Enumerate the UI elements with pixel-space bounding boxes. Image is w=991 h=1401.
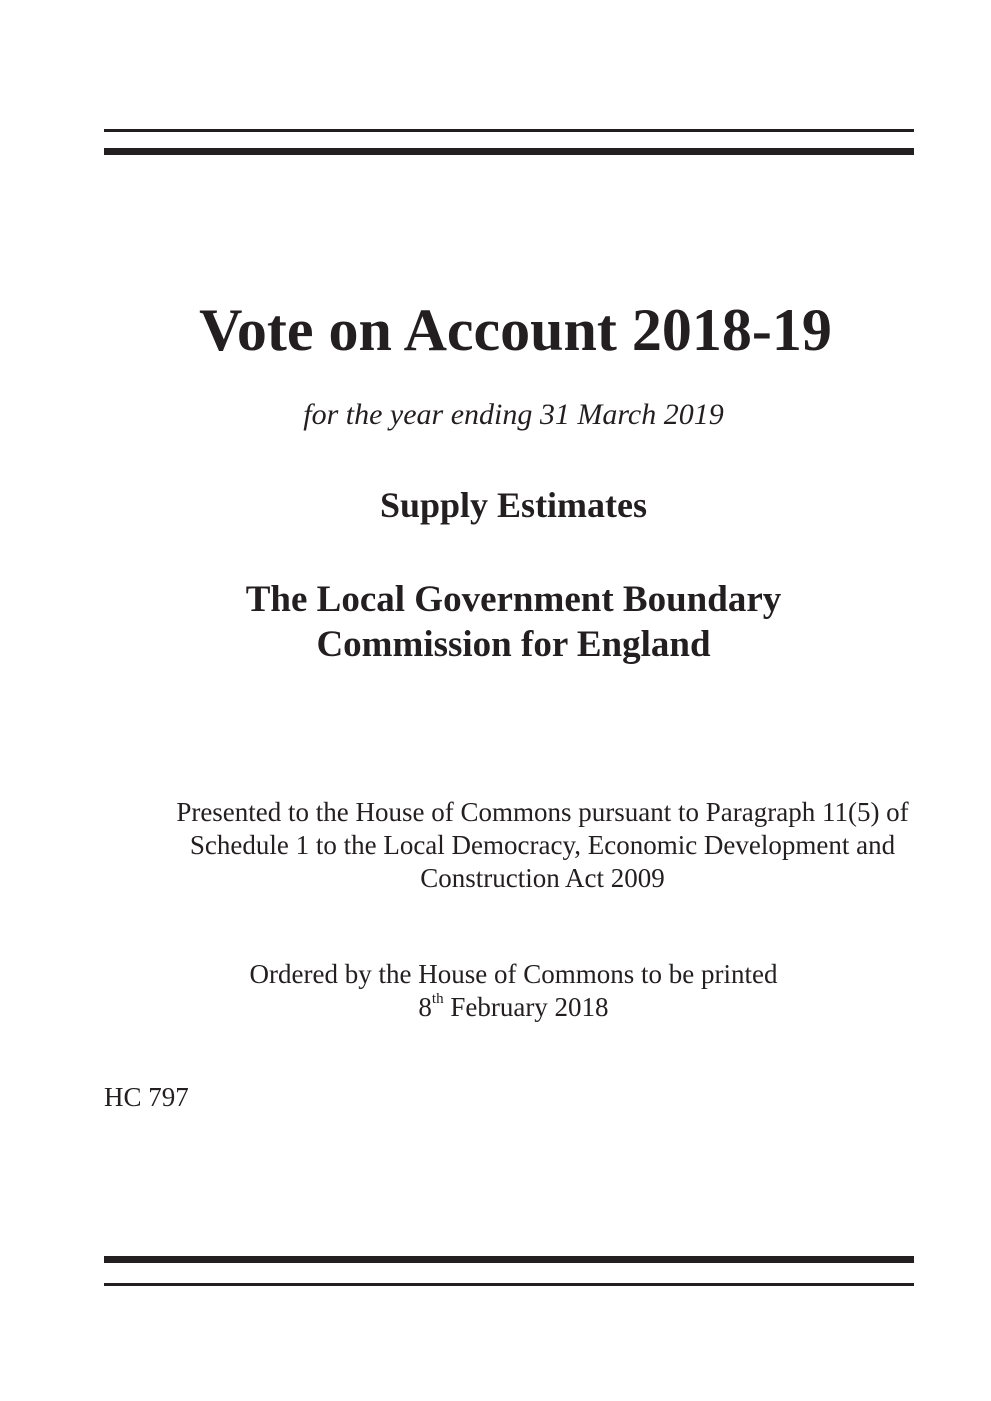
document-subtitle: for the year ending 31 March 2019 xyxy=(303,398,724,431)
top-thick-rule xyxy=(104,148,914,155)
hc-number: HC 797 xyxy=(104,1082,189,1112)
presented-line-1: Presented to the House of Commons pursuant to Paragraph 11(5) of xyxy=(176,797,909,827)
bottom-thick-rule xyxy=(104,1256,914,1263)
date-suffix: th xyxy=(431,991,444,1007)
document-title: Vote on Account 2018-19 xyxy=(199,297,832,363)
top-thin-rule xyxy=(104,129,914,132)
presented-line-2: Schedule 1 to the Local Democracy, Economic Development and xyxy=(189,830,896,860)
organisation-line-1: The Local Government Boundary xyxy=(245,579,782,620)
ordered-date xyxy=(18,991,991,1022)
bottom-thin-rule xyxy=(104,1283,914,1286)
section-heading: Supply Estimates xyxy=(379,485,648,525)
presented-line-3: Construction Act 2009 xyxy=(420,863,665,893)
organisation-line-2: Commission for England xyxy=(316,624,711,665)
date-rest: February 2018 xyxy=(443,992,609,1022)
ordered-line-1: Ordered by the House of Commons to be printed xyxy=(249,959,778,989)
date-day: 8 xyxy=(418,992,432,1022)
